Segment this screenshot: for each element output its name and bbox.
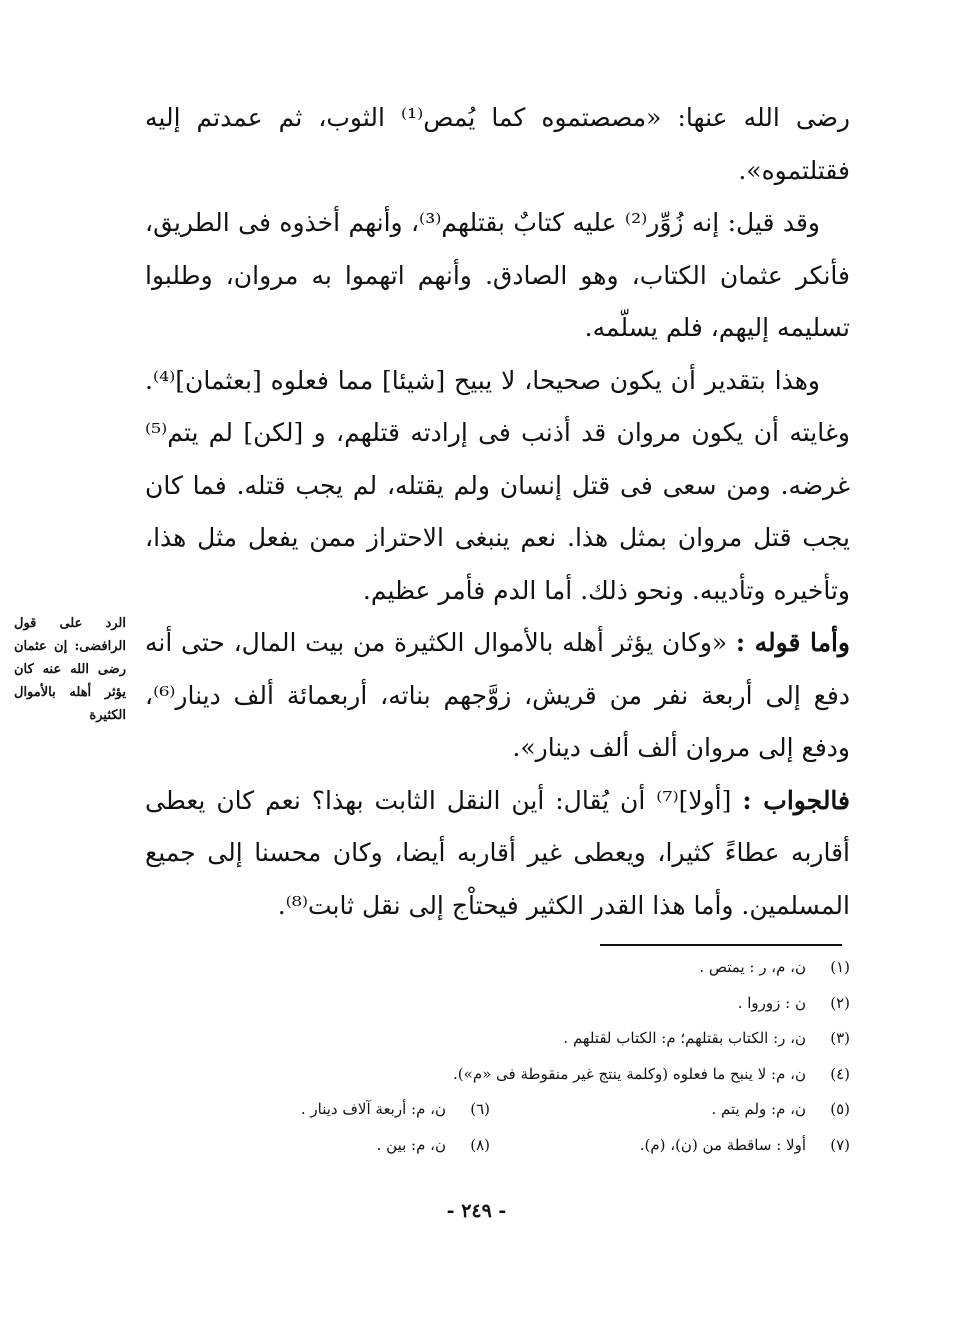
footnote — [490, 1092, 850, 1128]
paragraph — [145, 355, 850, 618]
paragraph-lead: وأما قوله : — [735, 628, 850, 657]
footnote-text: ن، م، ر : يمتص . — [699, 958, 806, 976]
footnote — [699, 950, 850, 986]
paragraph — [145, 775, 850, 933]
footnote-number: (٢) — [830, 993, 850, 1012]
footnote-row — [150, 1092, 850, 1128]
footnote — [738, 986, 850, 1022]
footnote-number: (٣) — [830, 1029, 850, 1047]
footnote-row — [150, 1057, 850, 1093]
paragraph — [145, 197, 850, 355]
footnote-number: (٧) — [830, 1135, 850, 1154]
page-number: - ٢٤٩ - — [446, 1200, 507, 1222]
paragraph-text: [أولا]⁽⁷⁾ أن يُقال: أين النقل الثابت بهذا؟ نعم كان يعطى أقاربه عطاءً كثيرا، ويعطى غير أقاربه أيضا، وكان محسنا إلى جميع المسلمين. وأما هذا القدر الكثير فيحتاْج إلى نقل ثابت⁽⁸⁾. — [145, 785, 850, 920]
footnote-row — [150, 1128, 850, 1164]
footnote — [377, 1128, 490, 1164]
footnote-number: (٨) — [470, 1135, 490, 1154]
footnote-number: (٥) — [830, 1100, 850, 1118]
footnote-text: أولا : ساقطة من (ن)، (م). — [639, 1135, 806, 1154]
paragraph-lead: فالجواب : — [742, 785, 851, 815]
footnote-text: ن، م: لا ينبح ما فعلوه (وكلمة ينتج غير منقوطة فى «م»). — [453, 1064, 806, 1083]
paragraph — [145, 617, 850, 775]
footnote-row — [150, 1021, 850, 1057]
paragraph-text: «وكان يؤثر أهله بالأموال الكثيرة من بيت المال، حتى أنه دفع إلى أربعة نفر من قريش، زوَّجهم بناته، أربعمائة ألف دينار⁽⁶⁾، ودفع إلى مروان ألف ألف دينار». — [145, 628, 850, 762]
footnote-number: (٤) — [830, 1064, 850, 1083]
footnote — [563, 1021, 850, 1057]
footnote-text: ن، ر: الكتاب بقتلهم؛ م: الكتاب لقتلهم . — [563, 1029, 806, 1047]
footnote-text: ن، م: ولم يتم . — [711, 1100, 806, 1118]
paragraph-text: رضى الله عنها: «مصصتموه كما يُمص⁽¹⁾ الثوب، ثم عمدتم إليه فقتلتموه». — [145, 103, 850, 185]
footnote-text: ن : زوروا . — [737, 993, 806, 1012]
footnote-number: (١) — [830, 958, 850, 976]
footnote — [301, 1092, 490, 1128]
footnote-text: ن، م: بين . — [376, 1135, 446, 1154]
paragraph — [145, 92, 850, 197]
paragraph-text: وقد قيل: إنه زُوِّر⁽²⁾ عليه كتابٌ بقتلهم⁽³⁾، وأنهم أخذوه فى الطريق، فأنكر عثمان الكتاب، وهو الصادق. وأنهم اتهموا به مروان، وطلبوا تسليمه إليهم، فلم يسلّمه. — [145, 208, 850, 342]
main-text — [145, 92, 850, 932]
paragraph-text: وهذا بتقدير أن يكون صحيحا، لا يبيح [شيئا] مما فعلوه [بعثمان]⁽⁴⁾. وغايته أن يكون مروان قد أذنب فى إرادته قتلهم، و [لكن] لم يتم⁽⁵⁾ غرضه. ومن سعى فى قتل إنسان ولم يقتله، لم يجب قتله. فما كان يجب قتل مروان بمثل هذا. نعم ينبغى الاحتراز ممن يفعل مثل هذا، وتأخيره وتأديبه. ونحو ذلك. أما الدم فأمر عظيم. — [145, 365, 850, 605]
footnote-number: (٦) — [470, 1100, 490, 1118]
footnote-row — [150, 986, 850, 1022]
footnote — [453, 1057, 850, 1093]
footnote-divider — [600, 944, 842, 946]
footnote-row — [150, 950, 850, 986]
footnote-text: ن، م: أربعة آلاف دينار . — [300, 1100, 446, 1118]
footnote — [490, 1128, 850, 1164]
margin-note: الرد على قول الرافضى: إن عثمان رضى الله عنه كان يؤثر أهله بالأموال الكثيرة — [14, 616, 126, 723]
footnotes — [150, 950, 850, 1163]
